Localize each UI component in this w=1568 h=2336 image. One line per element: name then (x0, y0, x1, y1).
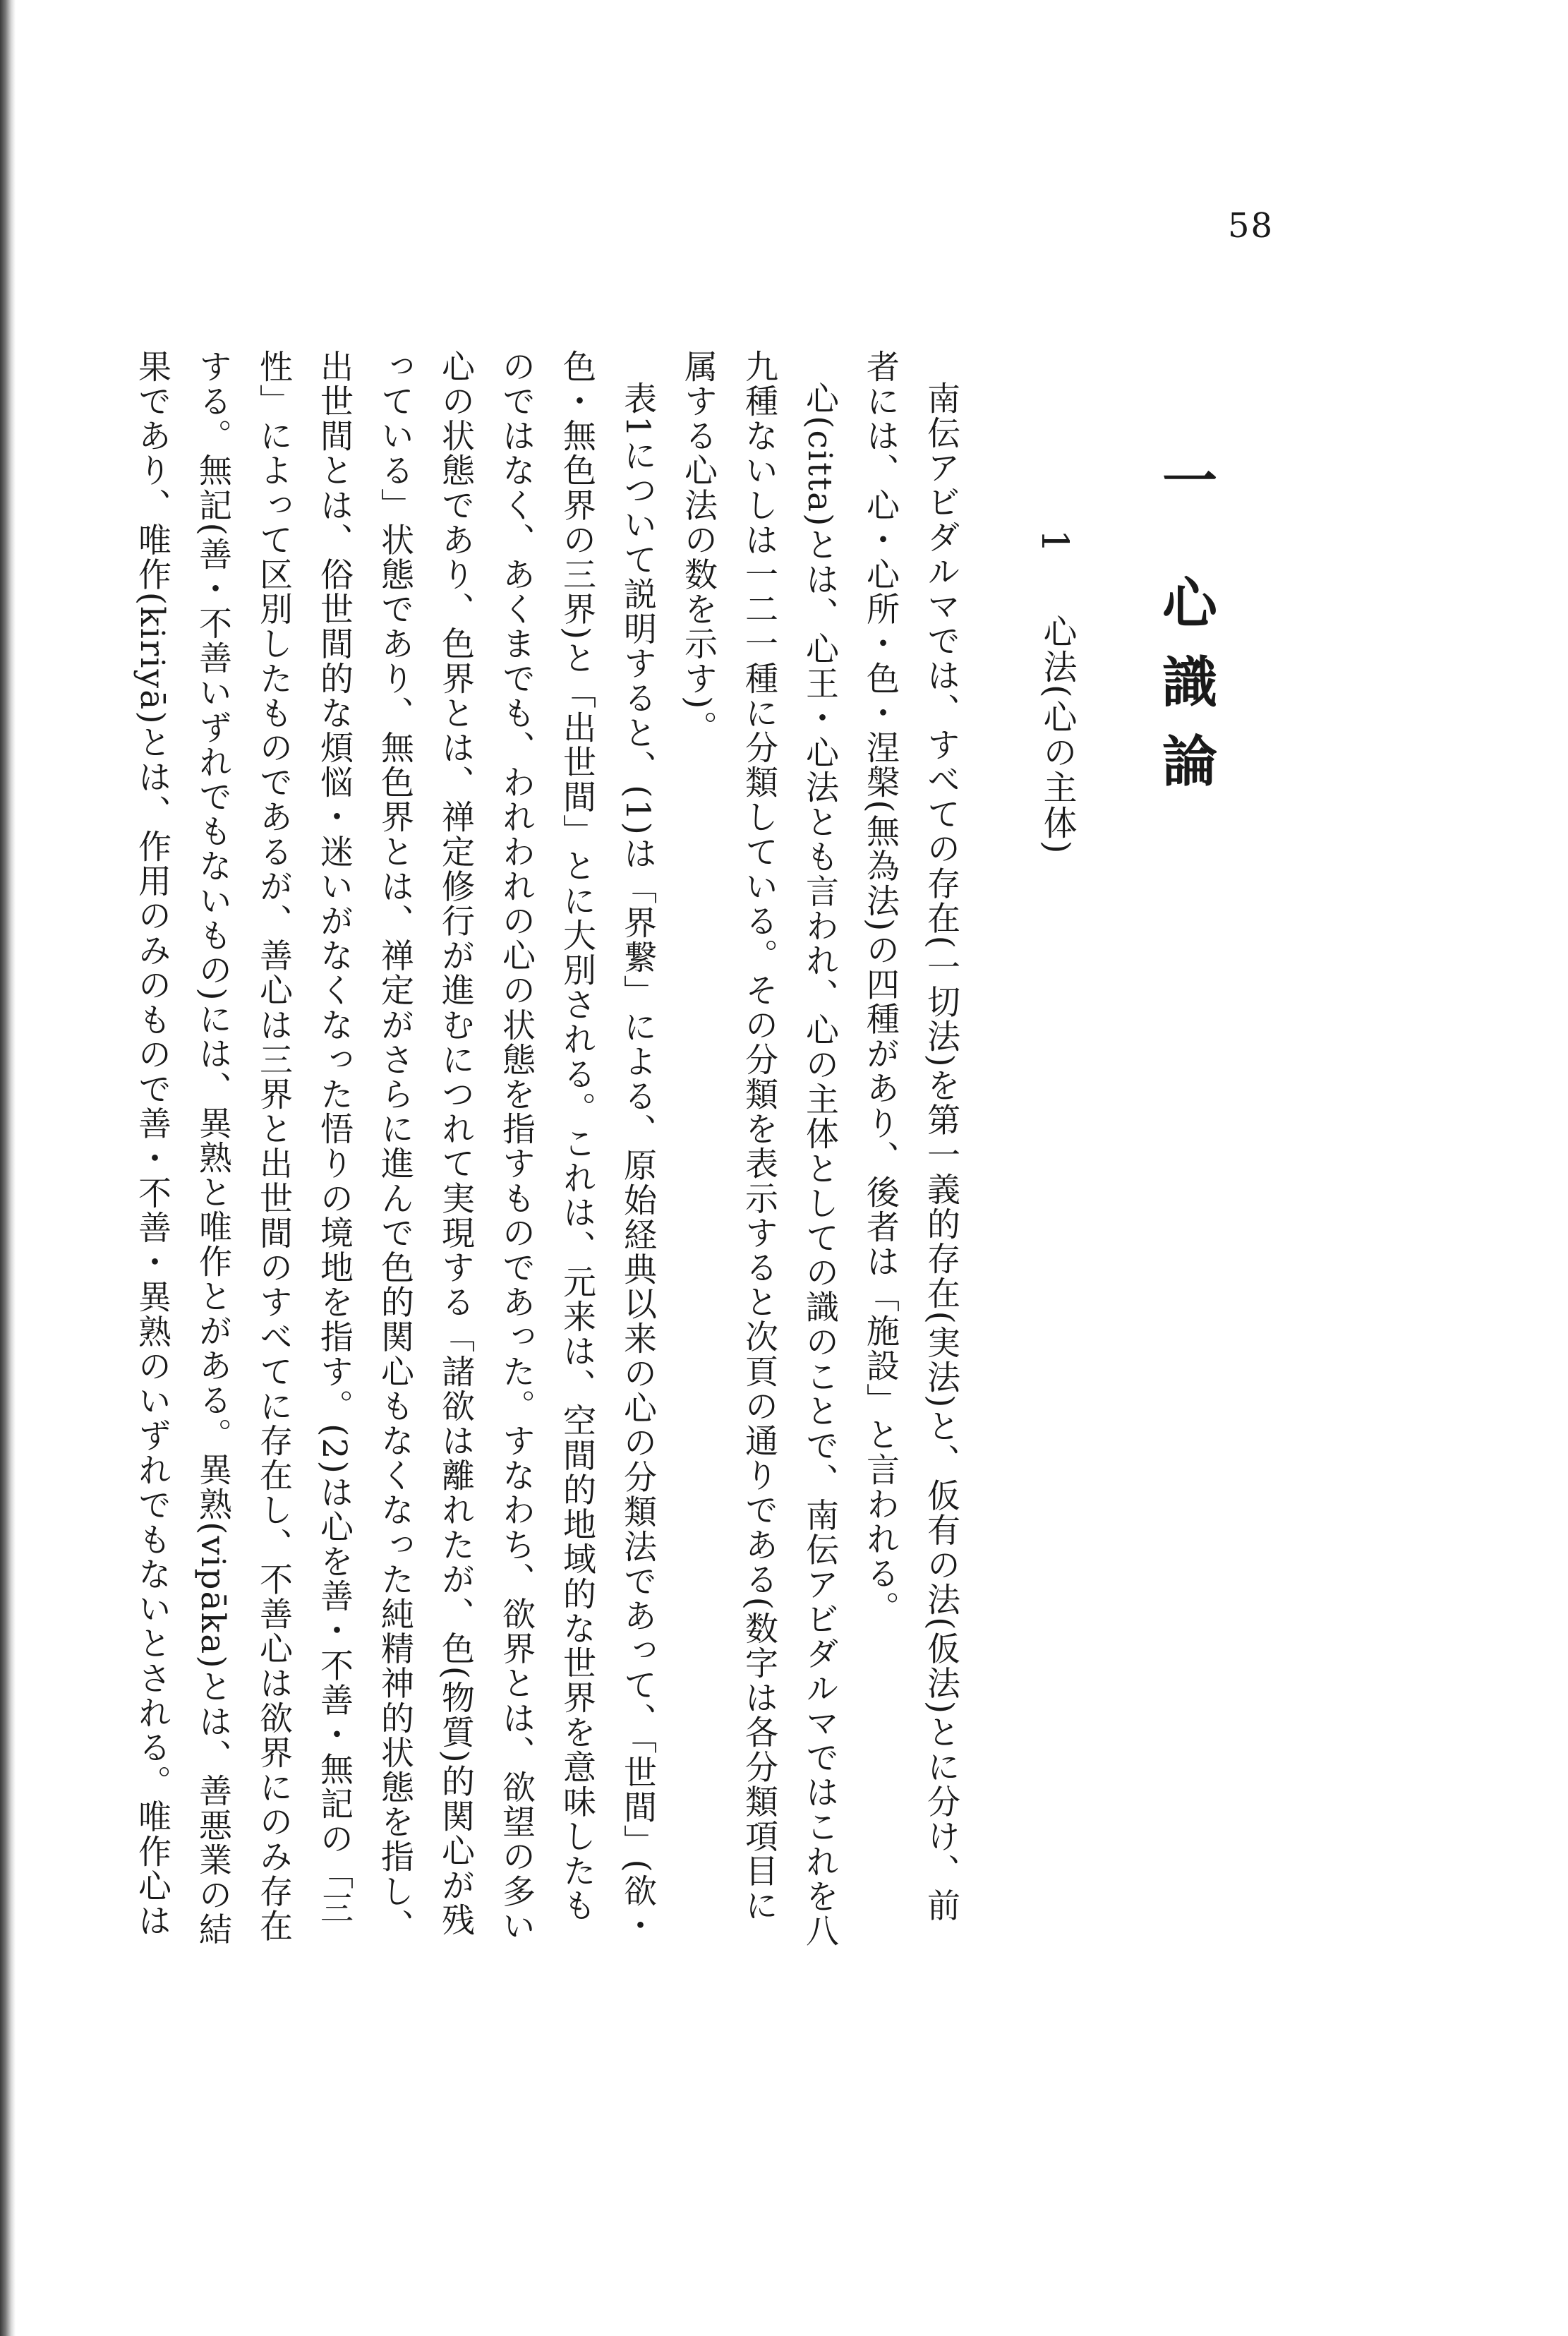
body-column-7: 色・無色界の三界)と「出世間」とに大別される。これは、元来は、空間的地域的な世界を意味したも (557, 349, 596, 1923)
body-column-14: 果であり、唯作(kiriyā)とは、作用のみのもので善・不善・異熟のいずれでもないとされる。唯作心は (133, 349, 171, 1939)
body-column-3: 心(citta)とは、心王・心法とも言われ、心の主体としての識のことで、南伝アビダルマではこれを八 (800, 381, 839, 1949)
body-column-1: 南伝アビダルマでは、すべての存在(一切法)を第一義的存在(実法)と、仮有の法(仮法)とに分け、前 (922, 381, 960, 1923)
body-column-11: 出世間とは、俗世間的な煩悩・迷いがなくなった悟りの境地を指す。(2)は心を善・不善・無記の「三 (315, 349, 354, 1926)
body-column-10: っている」状態であり、無色界とは、禅定がさらに進んで色的関心もなくなった純精神的状態を指し、 (375, 349, 414, 1944)
body-column-13: する。無記(善・不善いずれでもないもの)には、異熟と唯作とがある。異熟(vipāka)とは、善悪業の結 (193, 349, 232, 1947)
body-column-9: 心の状態であり、色界とは、禅定修行が進むにつれて実現する「諸欲は離れたが、色(物質)的関心が残 (436, 349, 475, 1938)
page-edge-shadow (0, 0, 16, 2336)
body-column-2: 者には、心・心所・色・涅槃(無為法)の四種があり、後者は「施設」と言われる。 (861, 349, 900, 1626)
body-column-5: 属する心法の数を示す)。 (679, 349, 718, 745)
body-column-4: 九種ないしは一二一種に分類している。その分類を表示すると次頁の通りである(数字は各分類項目に (740, 349, 778, 1923)
section-title: 心法(心の主体) (1037, 614, 1077, 855)
body-column-6: 表1について説明すると、(1)は「界繋」による、原始経典以来の心の分類法であって、「世間」(欲・ (618, 381, 657, 1944)
body-column-12: 性」によって区別したものであるが、善心は三界と出世間のすべてに存在し、不善心は欲界にのみ存在 (254, 349, 293, 1944)
page-number: 58 (1228, 206, 1274, 246)
section-number: 1 (1033, 529, 1075, 553)
chapter-title: 一 心識論 (1153, 452, 1217, 812)
body-column-8: のではなく、あくまでも、われわれの心の状態を指すものであった。すなわち、欲界とは、欲望の多い (497, 349, 536, 1944)
